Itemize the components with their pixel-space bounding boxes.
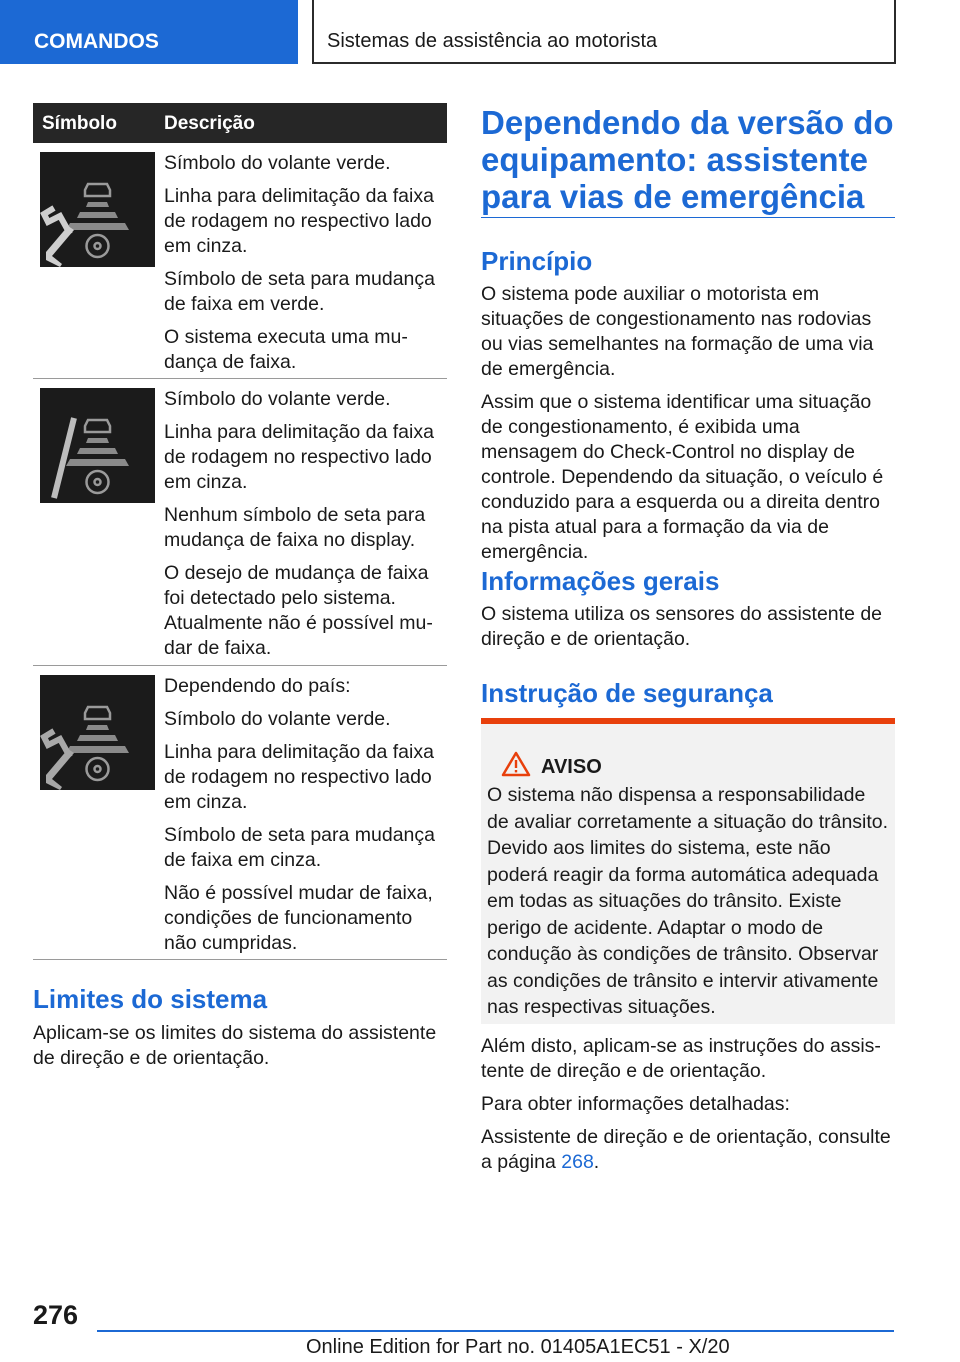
page-number: 276 — [33, 1300, 79, 1330]
page-header — [0, 0, 960, 66]
row-description: Símbolo do volante verde. Linha para delimitação da faixa de rodagem no respectivo lado em cinza. Nenhum símbolo de seta para mudança de faixa no display. O desejo de mudança de faixa foi detectado pelo sistema. Atualmente não é possível mudar de faixa. — [164, 388, 434, 659]
principle-text: O sistema pode auxiliar o motorista em situações de congestionamento nas rodovias ou vias semelhantes na formação de uma via de emergência. Assim que o sistema identificar uma situação de congestionamento, é exibida uma mensagem do Check-Control no display de controle. Dependendo da situação, o veículo é conduzido para a esquerda ou a direita dentro na pista atual para a formação da via de emergência. — [481, 283, 884, 563]
safety-heading: Instrução de segurança — [481, 678, 773, 708]
table-row — [33, 143, 447, 379]
section-title: Sistemas de assistência ao motorista — [312, 0, 896, 64]
limits-text: Aplicam-se os limites do sistema do assistente de direção e de orientação. — [33, 1022, 437, 1069]
chapter-tab: COMANDOS — [0, 0, 298, 64]
lane-assist-steering-wheel-icon — [40, 388, 155, 503]
row-description: Símbolo do volante verde. Linha para delimitação da faixa de rodagem no respectivo lado em cinza. Símbolo de seta para mudança de faixa em verde. O sistema executa uma mudança de faixa. — [164, 152, 436, 373]
footer-divider — [97, 1330, 894, 1332]
edition-info: Online Edition for Part no. 01405A1EC51 - X/20 — [306, 1336, 730, 1358]
lane-change-left-arrow-icon — [40, 152, 155, 267]
warning-triangle-icon — [501, 751, 531, 783]
lane-change-left-arrow-icon — [40, 675, 155, 790]
col-symbol: Símbolo — [42, 113, 117, 134]
general-info-heading: Informações gerais — [481, 566, 720, 596]
table-row — [33, 666, 447, 960]
page-title: Dependendo da versão do equipamento: assistente para vias de emergência — [481, 104, 894, 215]
page-link[interactable]: 268 — [561, 1151, 594, 1173]
cross-reference: Assistente de direção e de orientação, consulte a página 268. — [481, 1126, 891, 1173]
limits-heading: Limites do sistema — [33, 984, 268, 1014]
row-description: Dependendo do país: Símbolo do volante verde. Linha para delimitação da faixa de rodagem no respectivo lado em cinza. Símbolo de seta para mudança de faixa em cinza. Não é possível mudar de faixa, condições de funcionamento não cumpridas. — [164, 675, 436, 954]
symbol-table — [33, 103, 447, 960]
table-header — [33, 103, 447, 143]
principle-heading: Princípio — [481, 246, 593, 276]
col-description: Descrição — [164, 113, 255, 134]
warning-box — [481, 718, 895, 1024]
warning-label: AVISO — [541, 756, 602, 778]
additional-info: Além disto, aplicam-se as instruções do assistente de direção e de orientação. Para obter informações detalhadas: Assistente de direção e de orientação, consulte a página 268. — [481, 1034, 897, 1183]
table-row — [33, 379, 447, 666]
warning-title — [487, 751, 602, 783]
title-divider — [481, 217, 895, 218]
general-info-text: O sistema utiliza os sensores do assistente de direção e de orientação. — [481, 603, 883, 650]
warning-text: O sistema não dispensa a responsabilidade de avaliar corretamente a situação do trânsito. Devido aos limites do sistema, este não poderá reagir da forma automática adequada em todas as situações do trânsito. Existe perigo de acidente. Adaptar o modo de condução às condições de trânsito. Observar as condições de trânsito e intervir ativamente nas respectivas situações. — [487, 784, 889, 1018]
